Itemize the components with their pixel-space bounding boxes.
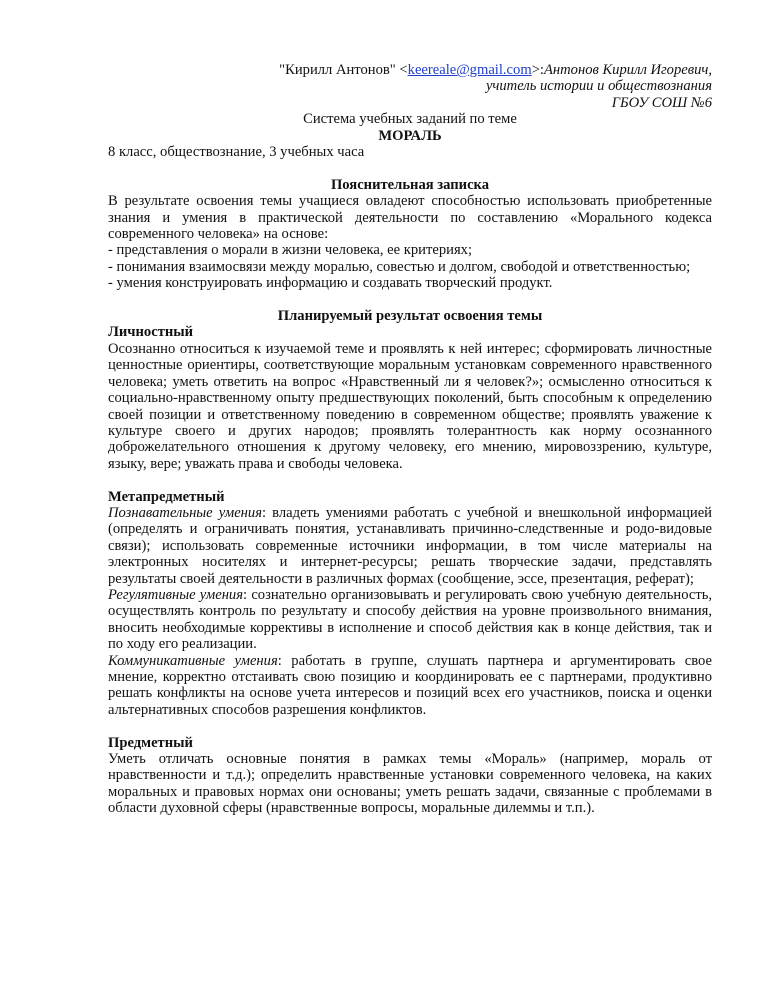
subject-text: Уметь отличать основные понятия в рамках темы «Мораль» (например, мораль от нравственности и т.д.); определить нравственные установки современного человека, на каких моральных и правовых нормах они основаны; уметь решать задачи, связанные с проблемами в области духовной сферы (нравственные вопросы, моральные дилеммы и т.п.). bbox=[108, 751, 712, 817]
cognitive-text: : владеть умениями работать с учебной и внешкольной информацией (определять и ограничивать понятия, устанавливать причинно-следственные и родо-видовые связи); использовать современные источники информации, в том числе материалы на электронных носителях и интернет-ресурсы; решать творческие задачи, представлять результаты своей деятельности в различных формах (сообщение, эссе, презентация, реферат); bbox=[108, 504, 712, 587]
cognitive-paragraph bbox=[108, 505, 712, 587]
regulative-label: Регулятивные умения bbox=[108, 586, 244, 603]
author-position: учитель истории и обществознания bbox=[485, 78, 712, 95]
communicative-label: Коммуникативные умения bbox=[108, 652, 278, 669]
regulative-paragraph bbox=[108, 587, 712, 653]
communicative-paragraph bbox=[108, 653, 712, 719]
communicative-text: : работать в группе, слушать партнера и аргументировать свое мнение, корректно отстаивать свою позицию и координировать ее с партнерами, продуктивно решать конфликты на основе учета интересов и позиций всех его участников, поиска и оценки альтернативных способов разрешения конфликтов. bbox=[108, 652, 712, 718]
meta-heading: Метапредметный bbox=[108, 488, 225, 505]
lesson-meta: 8 класс, обществознание, 3 учебных часа bbox=[108, 144, 365, 161]
planned-heading: Планируемый результат освоения темы bbox=[277, 308, 543, 325]
sender-name: "Кирилл Антонов" < bbox=[279, 62, 408, 78]
explanatory-item: - понимания взаимосвязи между моралью, совестью и долгом, свободой и ответственностью; bbox=[108, 258, 691, 275]
topic-title: МОРАЛЬ bbox=[378, 127, 442, 144]
title-line: Система учебных заданий по теме bbox=[303, 111, 517, 128]
sender-close: >: bbox=[531, 62, 544, 78]
explanatory-heading: Пояснительная записка bbox=[330, 176, 490, 193]
personal-heading: Личностный bbox=[108, 324, 194, 341]
cognitive-label: Познавательные умения bbox=[108, 504, 263, 521]
explanatory-item: - умения конструировать информацию и создавать творческий продукт. bbox=[108, 275, 553, 292]
explanatory-intro: В результате освоения темы учащиеся овладеют способностью использовать приобретенные знания и умения в практической деятельности по составлению «Морального кодекса современного человека» на основе: bbox=[108, 193, 712, 243]
header-sender-line bbox=[108, 62, 712, 78]
regulative-text: : сознательно организовывать и регулировать свою учебную деятельность, осуществлять контроль по результату и способу действия на уровне произвольного внимания, вносить необходимые коррективы в исполнение и способ действия как в конце действия, так и по ходу его реализации. bbox=[108, 586, 713, 653]
email-link[interactable]: keereale@gmail.com bbox=[407, 62, 532, 78]
author-name: Антонов Кирилл Игоревич, bbox=[543, 62, 712, 78]
personal-text: Осознанно относиться к изучаемой теме и проявлять к ней интерес; сформировать личностные ценностные ориентиры, соответствующие моральным установкам современного нравственного человека; уметь ответить на вопрос «Нравственный ли я человек?»; осмысленно относиться к социально-нравственному опыту предшествующих поколений, быть способным к определению своей позиции и ответственному поведению в современном обществе; проявлять уважение к культуре своего и других народов; проявлять толерантность как норму осознанного доброжелательного отношения к другому человеку, его мнению, мировоззрению, культуре, языку, вере; уважать права и свободы человека. bbox=[108, 340, 712, 472]
explanatory-item: - представления о морали в жизни человека, ее критериях; bbox=[108, 242, 473, 259]
author-school: ГБОУ СОШ №6 bbox=[611, 94, 712, 111]
subject-heading: Предметный bbox=[108, 734, 193, 751]
